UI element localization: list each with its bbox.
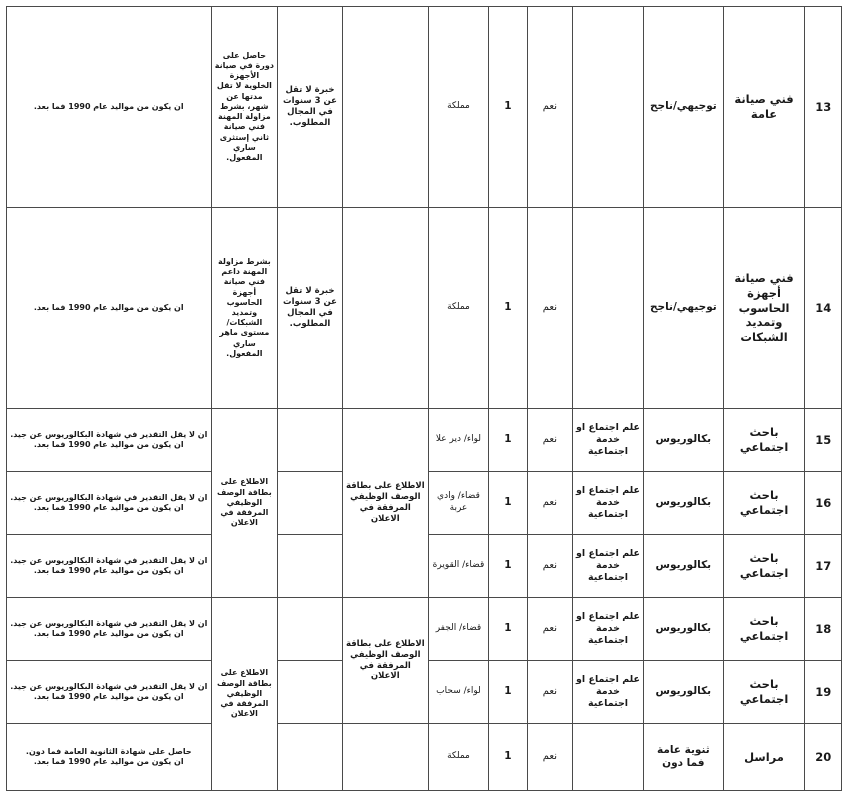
- row-job-title: باحث اجتماعي: [723, 409, 805, 472]
- table-row: [7, 598, 842, 661]
- row-major: علم اجتماع او خدمة اجتماعية: [573, 409, 644, 472]
- row-count: 1: [489, 7, 528, 208]
- row-experience: خبرة لا تقل عن 3 سنوات في المجال المطلوب.: [278, 208, 343, 409]
- row-experience: [278, 535, 343, 598]
- row-note-line: ان يكون من مواليد عام 1990 فما بعد.: [33, 302, 184, 312]
- row-qualification: بكالوريوس: [644, 598, 724, 661]
- row-conditions: الاطلاع على بطاقة الوصف الوظيفي المرفقة في الاعلان: [211, 409, 278, 598]
- row-qualification: بكالوريوس: [644, 535, 724, 598]
- row-major: [573, 724, 644, 791]
- row-place: قضاء/ وادي عربة: [428, 472, 488, 535]
- row-index: 19: [805, 661, 842, 724]
- row-qualification: بكالوريوس: [644, 661, 724, 724]
- row-note-line: ان يكون من مواليد عام 1990 فما بعد.: [33, 566, 184, 575]
- row-experience: [278, 409, 343, 472]
- row-major: [573, 208, 644, 409]
- row-note-line: ان يكون من مواليد عام 1990 فما بعد.: [33, 757, 184, 766]
- row-description: الاطلاع على بطاقة الوصف الوظيفي المرفقة في الاعلان: [342, 598, 428, 724]
- row-notes: [7, 7, 212, 208]
- row-note-line: ان يكون من مواليد عام 1990 فما بعد.: [33, 629, 184, 638]
- row-note-line: ان يكون من مواليد عام 1990 فما بعد.: [33, 440, 184, 449]
- row-index: 15: [805, 409, 842, 472]
- row-qualification: توجيهي/ناجح: [644, 7, 724, 208]
- row-qualification: توجيهي/ناجح: [644, 208, 724, 409]
- table-row: [7, 7, 842, 208]
- table-row: [7, 724, 842, 791]
- row-qualification: بكالوريوس: [644, 409, 724, 472]
- row-count: 1: [489, 661, 528, 724]
- row-job-title: باحث اجتماعي: [723, 472, 805, 535]
- table-body: [7, 7, 842, 791]
- row-place: مملكة: [428, 208, 488, 409]
- row-notes: [7, 724, 212, 791]
- row-note-line: ان يكون من مواليد عام 1990 فما بعد.: [33, 101, 184, 111]
- row-notes: [7, 472, 212, 535]
- row-major: علم اجتماع او خدمة اجتماعية: [573, 535, 644, 598]
- row-notes: [7, 208, 212, 409]
- row-index: 14: [805, 208, 842, 409]
- row-job-title: باحث اجتماعي: [723, 598, 805, 661]
- row-note-line: حاصل على شهادة الثانوية العامة فما دون.: [25, 746, 192, 756]
- row-place: لواء/ دير علا: [428, 409, 488, 472]
- row-index: 16: [805, 472, 842, 535]
- job-vacancies-table: [6, 6, 842, 791]
- row-count: 1: [489, 472, 528, 535]
- row-experience: خبرة لا تقل عن 3 سنوات في المجال المطلوب.: [278, 7, 343, 208]
- row-index: 13: [805, 7, 842, 208]
- row-note-line: ان يكون من مواليد عام 1990 فما بعد.: [33, 692, 184, 701]
- row-count: 1: [489, 598, 528, 661]
- row-place: لواء/ سحاب: [428, 661, 488, 724]
- row-major: علم اجتماع او خدمة اجتماعية: [573, 661, 644, 724]
- row-gender: نعم: [527, 409, 572, 472]
- row-conditions: حاصل على دورة في صيانة الأجهزة الخلوية لا تقل مدتها عن شهر، بشرط مزاولة المهنة فني صيانة ثاني إستثرى ساري المفعول.: [211, 7, 278, 208]
- row-conditions: بشرط مزاولة المهنة داعم فني صيانة أجهزة الحاسوب وتمديد الشبكات/ مستوى ماهر ساري المفعول.: [211, 208, 278, 409]
- row-note-line: ان يكون من مواليد عام 1990 فما بعد.: [33, 503, 184, 512]
- row-description: [342, 7, 428, 208]
- row-place: قضاء/ الجفر: [428, 598, 488, 661]
- row-notes: [7, 598, 212, 661]
- row-major: علم اجتماع او خدمة اجتماعية: [573, 598, 644, 661]
- row-experience: [278, 724, 343, 791]
- row-count: 1: [489, 208, 528, 409]
- row-qualification: ثنوية عامة فما دون: [644, 724, 724, 791]
- table-row: [7, 208, 842, 409]
- row-note-line: ان لا يقل التقدير في شهادة البكالوريوس عن جيد.: [10, 429, 208, 439]
- row-place: قضاء/ القويرة: [428, 535, 488, 598]
- row-experience: [278, 472, 343, 535]
- row-gender: نعم: [527, 208, 572, 409]
- row-place: مملكة: [428, 724, 488, 791]
- row-note-line: ان لا يقل التقدير في شهادة البكالوريوس عن جيد.: [10, 492, 208, 502]
- row-count: 1: [489, 409, 528, 472]
- row-description: [342, 208, 428, 409]
- row-gender: نعم: [527, 661, 572, 724]
- row-gender: نعم: [527, 598, 572, 661]
- row-count: 1: [489, 535, 528, 598]
- row-job-title: مراسل: [723, 724, 805, 791]
- row-note-line: ان لا يقل التقدير في شهادة البكالوريوس عن جيد.: [10, 555, 208, 565]
- row-place: مملكة: [428, 7, 488, 208]
- row-index: 17: [805, 535, 842, 598]
- row-gender: نعم: [527, 472, 572, 535]
- row-notes: [7, 409, 212, 472]
- row-description: [342, 724, 428, 791]
- row-notes: [7, 535, 212, 598]
- row-index: 20: [805, 724, 842, 791]
- row-note-line: ان لا يقل التقدير في شهادة البكالوريوس عن جيد.: [10, 681, 208, 691]
- row-index: 18: [805, 598, 842, 661]
- row-job-title: باحث اجتماعي: [723, 535, 805, 598]
- row-count: 1: [489, 724, 528, 791]
- table-row: [7, 409, 842, 472]
- row-qualification: بكالوريوس: [644, 472, 724, 535]
- row-note-line: ان لا يقل التقدير في شهادة البكالوريوس عن جيد.: [10, 618, 208, 628]
- row-experience: [278, 661, 343, 724]
- row-notes: [7, 661, 212, 724]
- row-major: علم اجتماع او خدمة اجتماعية: [573, 472, 644, 535]
- row-conditions: الاطلاع على بطاقة الوصف الوظيفي المرفقة في الاعلان: [211, 598, 278, 791]
- row-job-title: باحث اجتماعي: [723, 661, 805, 724]
- row-major: [573, 7, 644, 208]
- row-gender: نعم: [527, 724, 572, 791]
- row-experience: [278, 598, 343, 661]
- row-gender: نعم: [527, 7, 572, 208]
- row-gender: نعم: [527, 535, 572, 598]
- row-job-title: فني صيانة أجهزة الحاسوب وتمديد الشبكات: [723, 208, 805, 409]
- row-description: الاطلاع على بطاقة الوصف الوظيفي المرفقة في الاعلان: [342, 409, 428, 598]
- row-job-title: فني صيانة عامة: [723, 7, 805, 208]
